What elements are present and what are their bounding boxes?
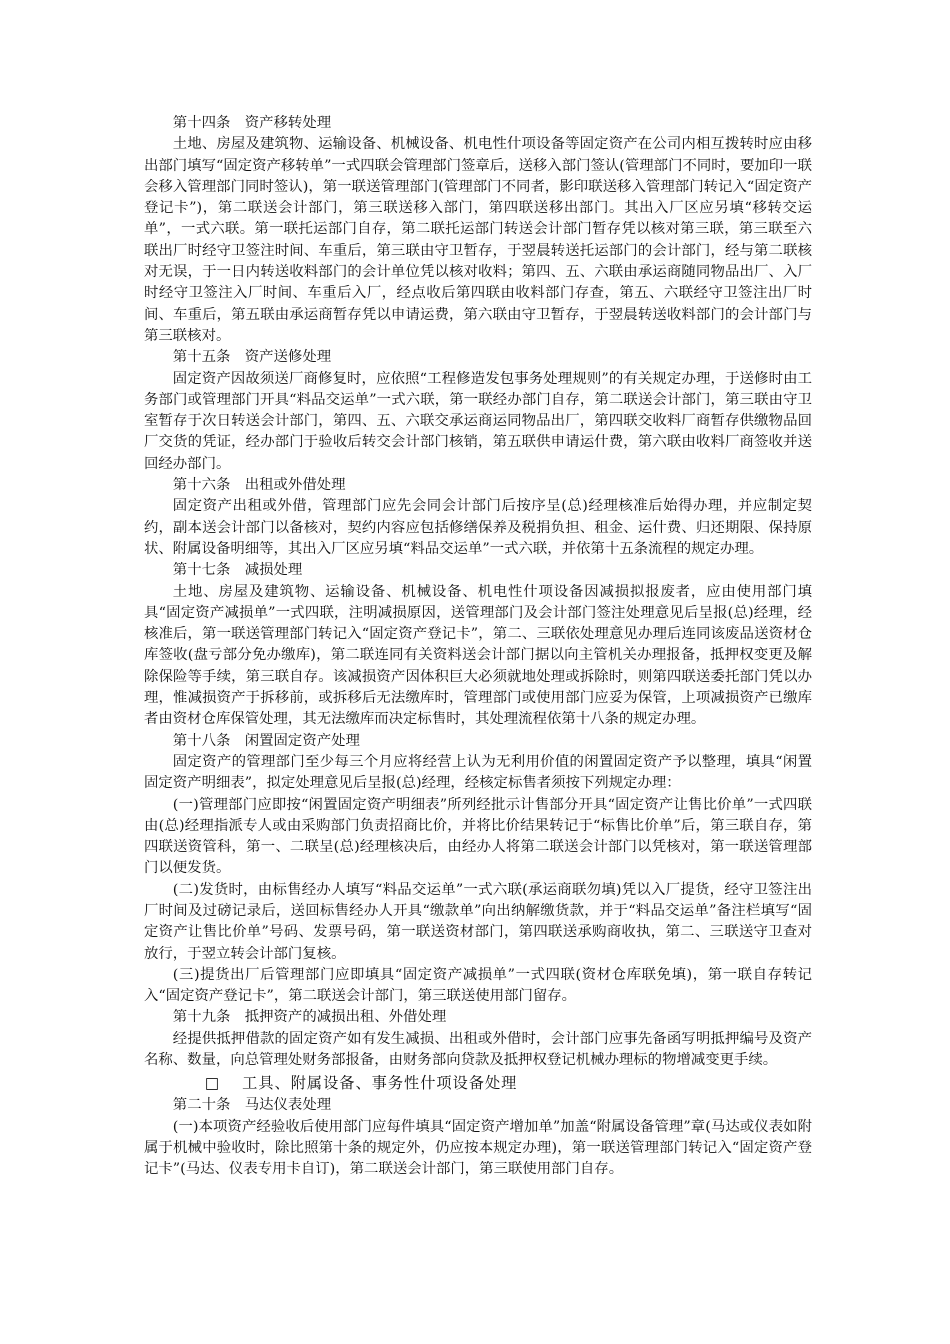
document-page [144,113,812,1181]
paragraph: 固定资产出租或外借，管理部门应先会同会计部门后按序呈(总)经理核准后始得办理，并应制定契约，副本送会计部门以备核对，契约内容应包括修缮保养及税捐负担、租金、运什费、归还期限、保持原状、附属设备明细等，其出入厂区应另填“料品交运单”一式六联，并依第十五条流程的规定办理。 [144,498,812,557]
paragraph: 固定资产的管理部门至少每三个月应将经营上认为无利用价值的闲置固定资产予以整理，填具“闲置固定资产明细表”，拟定处理意见后呈报(总)经理，经核定标售者须按下列规定办理： [144,753,812,792]
section-heading-text: 工具、附属设备、事务性什项设备处理 [242,1074,518,1093]
article-heading: 第十九条 抵押资产的减损出租、外借处理 [172,1009,447,1026]
article-heading: 第十四条 资产移转处理 [172,115,332,131]
paragraph: (二)发货时，由标售经办人填写“料品交运单”一式六联(承运商联勿填)凭以入厂提货，经守卫签注出厂时间及过磅记录后，送回标售经办人开具“缴款单”向出纳解缴货款，并于“料品交运单”备注栏填写“固定资产让售比价单”号码、发票号码，第一联送资材部门，第四联送承购商收执，第二、三联送守卫查对放行，于翌立转会计部门复核。 [144,881,812,962]
section-heading [144,1071,812,1095]
paragraph: 固定资产因故须送厂商修复时，应依照“工程修造发包事务处理规则”的有关规定办理，于送修时由工务部门或管理部门开具“料品交运单”一式六联，第一联经办部门自存，第二联送会计部门，第三联由守卫室暂存于次日转送会计部门，第四、五、六联交承运商运同物品出厂，第四联交收料厂商暂存供缴物品回厂交货的凭证，经办部门于验收后转交会计部门核销，第五联供申请运什费，第六联由收料厂商签收并送回经办部门。 [144,370,812,472]
paragraph: (一)本项资产经验收后使用部门应每件填具“固定资产增加单”加盖“附属设备管理”章(马达或仪表如附属于机械中验收时，除比照第十条的规定外，仍应按本规定办理)，第一联送管理部门转记入“固定资产登记卡”(马达、仪表专用卡自订)，第二联送会计部门，第三联使用部门自存。 [144,1118,812,1178]
article-heading: 第十五条 资产送修处理 [172,349,332,366]
paragraph: 土地、房屋及建筑物、运输设备、机械设备、机电性什项设备因减损拟报废者，应由使用部门填具“固定资产减损单”一式四联，注明减损原因，送管理部门及会计部门签注处理意见后呈报(总)经理，经核准后，第一联送管理部门转记入“固定资产登记卡”，第二、三联依处理意见办理后连同该废品送资材仓库签收(盘亏部分免办缴库)，第二联连同有关资料送会计部门据以向主管机关办理报备，抵押权变更及解除保险等手续，第三联自存。该减损资产因体积巨大必须就地处理或拆除时，则第四联送委托部门凭以办理，惟减损资产于拆移前，或拆移后无法缴库时，管理部门或使用部门应妥为保管，上项减损资产已缴库者由资材仓库保管处理，其无法缴库而决定标售时，其处理流程依第十八条的规定办理。 [144,583,812,728]
paragraph: 土地、房屋及建筑物、运输设备、机械设备、机电性什项设备等固定资产在公司内相互拨转时应由移出部门填写“固定资产移转单”一式四联会管理部门签章后，送移入部门签认(管理部门不同时，要加印一联会移入管理部门同时签认)，第一联送管理部门(管理部门不同者，影印联送移入管理部门转记入“固定资产登记卡”)，第二联送会计部门，第三联送移入部门，第四联送移出部门。其出入厂区应另填“移转交运单”，一式六联。第一联托运部门自存，第二联托运部门转送会计部门暂存凭以核对第三联，第三联至六联出厂时经守卫签注时间、车重后，第三联由守卫暂存，于翌晨转送托运部门的会计部门，经与第二联核对无误，于一日内转送收料部门的会计单位凭以核对收料；第四、五、六联由承运商随同物品出厂、入厂时经守卫签注入厂时间、车重后入厂，经点收后第四联由收料部门存查，第五、六联经守卫签注出厂时间、车重后，第五联由承运商暂存凭以申请运费，第六联由守卫暂存，于翌晨转送收料部门的会计部门与第三联核对。 [144,136,812,344]
article-heading: 第十七条 减损处理 [172,562,303,579]
checkbox-square-icon: □ [204,1074,221,1093]
article-heading: 第十八条 闲置固定资产处理 [172,732,360,749]
paragraph: 经提供抵押借款的固定资产如有发生减损、出租或外借时，会计部门应事先备函写明抵押编号及资产名称、数量，向总管理处财务部报备，由财务部向贷款及抵押权登记机械办理标的物增减变更手续。 [144,1030,812,1069]
article-heading: 第二十条 马达仪表处理 [172,1097,332,1114]
paragraph: (一)管理部门应即按“闲置固定资产明细表”所列经批示计售部分开具“固定资产让售比价单”一式四联由(总)经理指派专人或由采购部门负责招商比价，并将比价结果转记于“标售比价单”后，第三联自存，第四联送资管科，第一、二联呈(总)经理核决后，由经办人将第二联送会计部门以凭核对，第一联送管理部门以便发货。 [144,796,812,877]
article-heading: 第十六条 出租或外借处理 [172,477,346,494]
paragraph: (三)提货出厂后管理部门应即填具“固定资产减损单”一式四联(资材仓库联免填)，第一联自存转记入“固定资产登记卡”，第二联送会计部门，第三联送使用部门留存。 [144,966,812,1005]
